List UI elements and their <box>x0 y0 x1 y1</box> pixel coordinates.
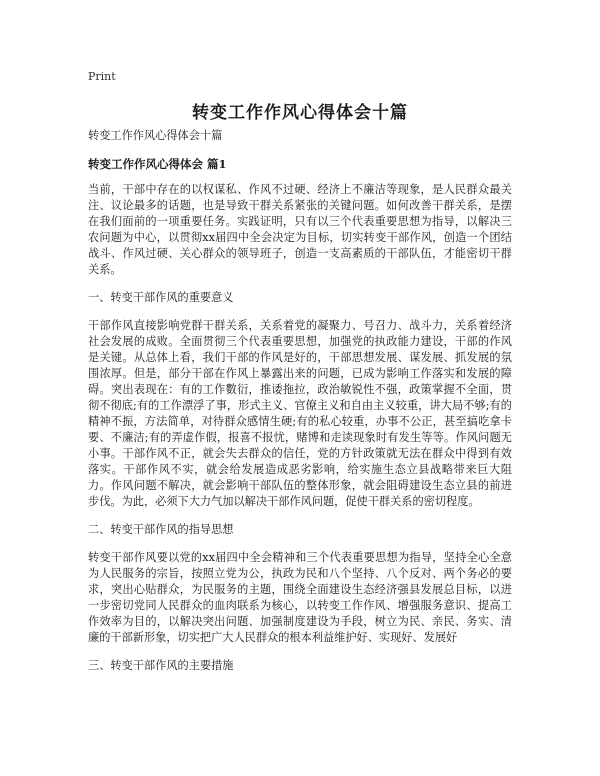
section-heading-3: 三、转变干部作风的主要措施 <box>88 659 234 672</box>
paragraph-intro: 当前，干部中存在的以权谋私、作风不过硬、经济上不廉洁等现象，是人民群众最关注、议论最多的话题，也是导致干群关系紧张的关键问题。如何改善干群关系，是摆在我们面前的一项重要任务。实践证明，只有以三个代表重要思想为指导，以解决三农问题为中心，以贯彻xx届四中全会决定为目标，切实转变干部作风，创造一个团结战斗、作风过硬、关心群众的领导班子，创造一支高素质的干部队伍，才能密切干群关系。 <box>88 183 512 276</box>
document-title: 转变工作作风心得体会十篇 <box>192 103 408 123</box>
document-body <box>88 128 512 686</box>
section-heading-2: 二、转变干部作风的指导思想 <box>88 523 234 536</box>
print-link[interactable]: Print <box>88 70 116 83</box>
article-heading: 转变工作作风心得体会 篇1 <box>88 157 227 171</box>
document-subtitle: 转变工作作风心得体会十篇 <box>88 129 223 142</box>
section-heading-1: 一、转变干部作风的重要意义 <box>88 291 234 304</box>
paragraph-significance: 干部作风直接影响党群干群关系，关系着党的凝聚力、号召力、战斗力，关系着经济社会发展的成败。全面贯彻三个代表重要思想，加强党的执政能力建设，干部的作风是关键。从总体上看，我们干部的作风是好的，干部思想发展、谋发展、抓发展的氛围浓厚。但是，部分干部在作风上暴露出来的问题，已成为影响工作落实和发展的障碍。突出表现在：有的工作數衍，推诿拖拉，政治敏锐性不强，政策掌握不全面，贯彻不彻底;有的工作漂浮了事，形式主义、官僚主义和自由主义较重，讲大局不够;有的精神不振，方法简单，对待群众感情生硬;有的私心较重，办事不公正，甚至搞吃拿卡要、不廉洁;有的弄虚作假，报喜不报忧，赌博和走读现象时有发生等等。作风问题无小事。干部作风不正，就会失去群众的信任，党的方针政策就无法在群众中得到有效落实。干部作风不实，就会给发展造成恶劣影响，给实施生态立县战略带来巨大阻力。作风问题不解决，就会影响干部队伍的整体形象，就会阻碍建设生态立县的前进步伐。为此，必须下大力气加以解决干部作风问题，促使干群关系的密切程度。 <box>88 319 512 508</box>
paragraph-guiding-thought: 转变干部作风要以党的xx届四中全会精神和三个代表重要思想为指导，坚持全心全意为人民服务的宗旨，按照立党为公，执政为民和八个坚持、八个反对、两个务必的要求，突出心贴群众，为民服务的主题，围绕全面建设生态经济强县发展总目标，以进一步密切党同人民群众的血肉联系为核心，以转变工作作风、增强服务意识、提高工作效率为目的，以解决突出问题、加强制度建设为手段，树立为民、亲民、务实、清廉的干部新形象，切实把广大人民群众的根本利益维护好、实现好、发展好 <box>88 551 512 644</box>
